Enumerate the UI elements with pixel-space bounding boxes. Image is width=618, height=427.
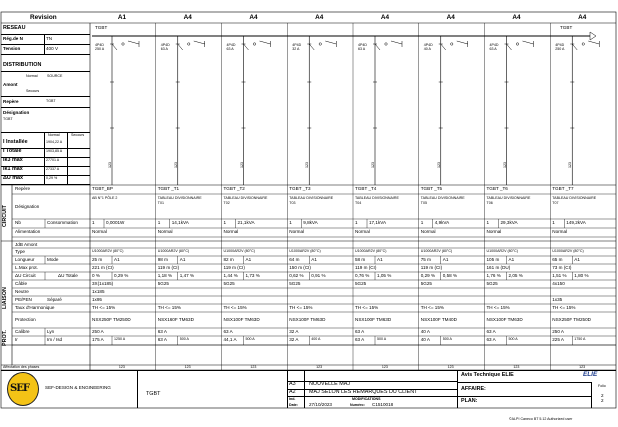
affectation-value: 123 [250, 365, 257, 369]
cell-taux: TH <= 15% [355, 305, 379, 310]
project-name: TGBT [146, 391, 161, 397]
cell-type: U1000AR2V (80°C) [289, 249, 321, 253]
row-label-jdb_amont: JdB Amont [15, 242, 38, 247]
cell-repere: TGBT _T5 [420, 186, 443, 191]
cell-type: U1000AR2V (80°C) [552, 249, 584, 253]
rev-code-a2: A2 [289, 389, 296, 395]
reseau-row-label: Ik3 max [3, 157, 23, 163]
cell-ir: 63 A [355, 337, 365, 342]
cell-ir: 40 A [420, 337, 430, 342]
cell-longueur: 98 m [157, 257, 168, 262]
sef-logo [7, 372, 39, 406]
relay-icon [451, 43, 453, 45]
cell-repere: TGBT _T2 [223, 186, 245, 191]
cell-alim: Normal [420, 229, 436, 234]
cell-im: 500 A [508, 337, 518, 341]
breaker-label: 4P4D 63 A [160, 43, 170, 51]
cell-alim: Normal [223, 229, 239, 234]
breaker-label: 4P4D 250 A [555, 43, 565, 51]
cell-type: U1000AR2V (80°C) [420, 249, 453, 253]
cell-im: 500 A [377, 337, 387, 341]
cell-conso: 9,8kVA [303, 220, 318, 225]
affaire-label: AFFAIRE: [461, 386, 486, 392]
cell-du1: 1,44 % [223, 273, 238, 278]
cell-taux: TH <= 15% [92, 305, 116, 310]
ind-label: Ind. [289, 397, 296, 401]
cell-lmax: 150 m (CI) [289, 265, 311, 270]
cell-conso: 149,2kVA [566, 220, 586, 225]
cell-du1: 0 % [92, 273, 100, 278]
cell-type: U1000AR2V (80°C) [157, 249, 190, 253]
row-label-du_circuit: ΔU Circuit [15, 273, 36, 278]
cell-du1: 1,51 % [552, 273, 567, 278]
rev-text-a2: MAJ SELON LES REMARQUES DU CLIENT [309, 389, 418, 395]
breaker-label: 4P4D 32 A [292, 43, 302, 51]
cell-calibre: 40 A [420, 329, 430, 334]
cell-designation: TABLEAU DIVISIONNAIRE T02 [223, 196, 268, 205]
cell-lmax: 161 m (DU) [486, 265, 511, 270]
cell-alim: Normal [552, 229, 568, 234]
cell-designation: TABLEAU DIVISIONNAIRE T05 [420, 196, 465, 205]
cell-protection: NSX250F TM250D [92, 317, 131, 322]
row-label-calibre: Calibre [15, 329, 30, 334]
elie-brand: ELIE [583, 371, 598, 378]
cell-type: U1000AR2V (80°C) [486, 249, 518, 253]
cell-repere: TGBT _T1 [157, 186, 180, 191]
cell-im: 400 A [311, 337, 321, 341]
section-label-prot: PROT. [2, 330, 8, 346]
rev-code-a3: A3 [289, 381, 296, 387]
amont-label: Amont [3, 82, 18, 87]
copyright-footer: ©ALPI Caneco BT 5.12 Authorized user [509, 417, 573, 421]
cell-longueur: 65 m [552, 257, 563, 262]
revision-cell: A4 [249, 14, 258, 21]
cell-du1: 0,62 % [289, 273, 304, 278]
cell-designation: AB N°1 PÔLE 2 [92, 196, 118, 200]
cell-pe: 1x95 [92, 297, 102, 302]
cell-mode: A1 [442, 257, 449, 262]
cell-du2: 0,91 % [311, 273, 326, 278]
affectation-value: 123 [316, 365, 323, 369]
cell-lmax: 119 m (CI) [355, 265, 377, 270]
reseau-row-value: 1903,85 A [46, 149, 63, 153]
amont-secours-label: Secours [26, 89, 40, 93]
cell-du2: 1,05 % [377, 273, 392, 278]
cell-type: U1000AR2V (80°C) [223, 249, 255, 253]
relay-icon [188, 43, 190, 45]
cell-du2: 1,47 % [179, 273, 195, 278]
revision-cell: A4 [512, 14, 521, 21]
revision-cell: A4 [183, 14, 192, 21]
cell-pe: 1x35 [552, 297, 563, 302]
affectation-value: 123 [579, 365, 586, 369]
cell-lmax: 119 m (CI) [223, 265, 245, 270]
cell-repere: TGBT _T4 [355, 186, 377, 191]
cell-longueur: 82 m [223, 257, 234, 262]
cell-repere: TGBT _T6 [486, 186, 508, 191]
breaker-label: 4P4D 63 A [226, 43, 236, 51]
cell-taux: TH <= 15% [223, 305, 247, 310]
cell-nb: 1 [486, 220, 490, 225]
relay-arm [128, 41, 139, 44]
relay-arm [194, 41, 205, 44]
row-label-du_totale: ΔU Totale [58, 273, 78, 278]
cell-longueur: 105 m [486, 257, 500, 262]
feeder-rating: 123 [173, 162, 178, 168]
row-label-lmax: L.Max prot. [15, 265, 38, 270]
row-label-protection: Protection [15, 317, 36, 322]
row-label-type: Type [15, 249, 25, 254]
plan-label: PLAN: [461, 398, 478, 404]
folio-label: Folio [598, 384, 606, 388]
cell-nb: 1 [289, 220, 292, 225]
cell-designation: TABLEAU DIVISIONNAIRE T06 [486, 196, 531, 205]
cell-taux: TH <= 15% [289, 305, 313, 310]
breaker-label: 4P4D 63 A [358, 43, 367, 51]
cell-repere: TGBT _T7 [552, 186, 574, 191]
breaker-contact [244, 44, 249, 50]
row-label-repere: Repère [15, 186, 31, 191]
relay-icon [385, 43, 387, 45]
company-name: SEF-DESIGN & ENGINEERING [45, 385, 111, 390]
feeder-rating: 123 [239, 162, 244, 168]
revision-cell: A4 [380, 14, 390, 21]
row-label-im: Im / Isd [47, 337, 63, 342]
cell-mode: A1 [377, 257, 383, 262]
cell-calibre: 63 A [355, 329, 365, 334]
row-label-affectation: Affectation des phases [3, 365, 40, 369]
affectation-value: 123 [447, 365, 454, 369]
cell-taux: TH <= 15% [157, 305, 181, 310]
cell-nb: 1 [223, 220, 227, 225]
row-label-mode: Mode [47, 257, 59, 262]
affectation-value: 123 [513, 365, 520, 369]
breaker-contact [178, 44, 183, 50]
cell-nb: 1 [92, 220, 95, 225]
breaker-contact [309, 44, 314, 50]
cell-im: 500 A [245, 337, 255, 341]
cell-longueur: 25 m [92, 257, 103, 262]
relay-arm [457, 41, 468, 44]
cell-calibre: 32 A [289, 329, 299, 334]
cell-du2: 1,73 % [245, 273, 260, 278]
distribution-title: DISTRIBUTION [3, 62, 42, 68]
cell-im: 500 A [442, 337, 452, 341]
affectation-value: 123 [381, 365, 388, 369]
cell-cable: 5G25 [157, 281, 169, 286]
cell-cable: 5G25 [486, 281, 498, 286]
section-label-liaison: LIAISON [2, 287, 8, 309]
row-label-longueur: Longueur [15, 257, 35, 262]
cell-protection: NSX100F TM40D [420, 317, 457, 322]
reseau-row-label: Ik1 max [3, 166, 23, 172]
numero-value: C1510018 [372, 402, 394, 407]
relay-icon [582, 43, 584, 45]
relay-icon [122, 43, 124, 45]
row-label-nb: Nb [15, 220, 21, 225]
tension-label: Tension [3, 46, 21, 51]
cell-mode: A1 [311, 257, 317, 262]
col-secours: Secours [71, 133, 85, 137]
row-label-pe: PE/PEN [15, 297, 32, 302]
reseau-row-value: 27337 A [46, 167, 60, 171]
reseau-row-label: I Installée [3, 139, 28, 145]
reseau-row-value: 0,29 % [46, 176, 58, 180]
cell-conso: 14,1kVA [171, 220, 189, 225]
relay-icon [516, 43, 518, 45]
cell-du2: 0,58 % [442, 273, 458, 278]
row-label-taux: Taux d'Harmonique [15, 305, 55, 310]
cell-neutre: 1x185 [92, 289, 105, 294]
revision-cell: A4 [578, 14, 587, 21]
cell-im: 1250 A [114, 337, 126, 341]
row-label-lyn: Lyn [47, 329, 55, 334]
cell-conso: 21,1kVA [237, 220, 255, 225]
reseau-row-label: I Totale [3, 148, 22, 154]
cell-lmax: 119 m (CI) [157, 265, 180, 270]
repere-label: Repère [3, 99, 19, 104]
row-label-designation: Désignation [15, 203, 40, 209]
cell-im: 1750 A [574, 337, 586, 341]
row-label-separe: Séparé [47, 297, 62, 302]
breaker-contact [441, 44, 446, 50]
cell-repere: TGBT _T3 [289, 186, 311, 191]
busbar-label-right: TGBT [560, 25, 573, 30]
busbar-label-left: TGBT [95, 25, 108, 30]
cell-lmax: 119 m (CI) [420, 265, 443, 270]
relay-arm [523, 41, 534, 44]
cell-du2: 2,05 % [508, 273, 523, 278]
col-normal: Normal [48, 133, 60, 137]
affectation-value: 123 [118, 365, 125, 369]
feeder-rating: 123 [371, 162, 375, 168]
affectation-value: 123 [184, 365, 191, 369]
cell-ir: 63 A [157, 337, 167, 342]
breaker-contact [112, 44, 117, 50]
avis-technique: Avis Technique ELIE [461, 372, 514, 378]
cell-alim: Normal [92, 229, 107, 234]
cell-conso: 4,9kVA [434, 220, 450, 225]
cell-ir: 63 A [486, 337, 496, 342]
cell-du1: 0,76 % [355, 273, 370, 278]
relay-icon [253, 43, 255, 45]
cell-calibre: 63 A [157, 329, 167, 334]
date-value: 27/10/2023 [309, 402, 332, 407]
cell-du1: 1,76 % [486, 273, 501, 278]
cell-lmax: 73 m (CI) [552, 265, 572, 270]
cell-mode: A1 [574, 257, 580, 262]
cell-ir: 225 A [552, 337, 565, 342]
folio-value: 2 2 [601, 393, 604, 403]
breaker-label: 4P4D 63 A [489, 43, 499, 51]
date-label: Date: [289, 403, 298, 407]
reseau-row-value: 27701 A [46, 158, 60, 162]
amont-normal-label: Normal [26, 74, 38, 78]
cell-alim: Normal [486, 229, 502, 234]
cell-designation: TABLEAU DIVISIONNAIRE T01 [157, 196, 202, 205]
cell-protection: NSX250F TM250D [552, 317, 591, 322]
cell-du2: 0,29 % [114, 273, 129, 278]
row-label-consommation: Consommation [47, 220, 78, 225]
cell-du1: 1,18 % [157, 273, 173, 278]
cell-protection: NSX100F TM63D [223, 317, 260, 322]
revision-cell: A4 [446, 14, 455, 21]
relay-icon [319, 43, 321, 45]
cell-cable: 5G25 [355, 281, 367, 286]
cell-nb: 1 [552, 220, 555, 225]
repere-value: TGBT [46, 99, 56, 103]
cell-type: U1000AR2V (80°C) [355, 249, 387, 253]
tension-value: 400 V [46, 46, 59, 51]
cell-protection: NSX100F TM63D [486, 317, 523, 322]
relay-arm [391, 41, 402, 44]
regime-value: TN [46, 36, 53, 41]
cell-protection: NSX100F TM63D [289, 317, 326, 322]
cell-taux: TH <= 15% [552, 305, 576, 310]
cell-nb: 1 [420, 220, 424, 225]
cell-im: 500 A [179, 337, 189, 341]
cell-nb: 1 [157, 220, 161, 225]
feeder-rating: 123 [502, 162, 507, 168]
cell-alim: Normal [289, 229, 305, 234]
cell-lmax: 221 m (CI) [92, 265, 114, 270]
feeder-rating: 123 [108, 162, 112, 168]
cell-cable: 4x150 [552, 281, 565, 286]
cell-calibre: 63 A [486, 329, 496, 334]
cell-taux: TH <= 15% [420, 305, 444, 310]
cell-designation: TABLEAU DIVISIONNAIRE T04 [355, 196, 399, 205]
cell-calibre: 250 A [552, 329, 565, 334]
reseau-row-value: 1904,22 A [46, 140, 63, 144]
designation-label: Désignation [3, 110, 30, 115]
relay-arm [260, 41, 271, 44]
breaker-contact [572, 44, 577, 50]
amont-source-value: SOURCE [47, 74, 63, 78]
cell-du2: 1,80 % [574, 273, 589, 278]
designation-value: TGBT [3, 117, 13, 121]
cell-designation: TABLEAU DIVISIONNAIRE T03 [289, 196, 334, 205]
cell-alim: Normal [157, 229, 173, 234]
cell-calibre: 63 A [223, 329, 233, 334]
cell-longueur: 75 m [420, 257, 431, 262]
cell-conso: 0,0001W [106, 220, 125, 225]
breaker-label: 4P4D 250 A [95, 43, 105, 51]
cell-longueur: 64 m [289, 257, 300, 262]
row-label-alimentation: Alimentation [15, 229, 41, 234]
cell-repere: TGBT_BP [92, 186, 113, 191]
cell-designation: TABLEAU DIVISIONNAIRE T07 [552, 196, 597, 205]
cell-calibre: 250 A [92, 329, 104, 334]
revision-label: Revision [30, 14, 57, 21]
reseau-row-label: ΔU max [3, 175, 24, 181]
numero-label: Numéro: [350, 403, 365, 407]
regime-label: Rég.de N [3, 36, 23, 41]
breaker-contact [375, 44, 380, 50]
cell-conso: 17,1kVA [369, 220, 387, 225]
cell-protection: NSX100F TM63D [355, 317, 392, 322]
section-label-circuit: CIRCUIT [2, 205, 8, 227]
cell-alim: Normal [355, 229, 370, 234]
cell-type: U1000AR2V (80°C) [92, 249, 124, 253]
cell-conso: 29,3kVA [500, 220, 518, 225]
cell-mode: A1 [508, 257, 515, 262]
cell-cable: 3X(1x185) [92, 281, 114, 286]
breaker-label: 4P4D 40 A [423, 43, 433, 51]
busbar-arrow-icon [590, 32, 596, 40]
cell-cable: 5G25 [223, 281, 235, 286]
cell-ir: 44,1 A [223, 337, 237, 342]
row-label-ir: Ir [15, 337, 18, 342]
cell-mode: A1 [114, 257, 120, 262]
row-label-neutre: Neutre [15, 289, 29, 294]
cell-nb: 1 [355, 220, 358, 225]
cell-ir: 32 A [289, 337, 299, 342]
revision-cell: A1 [117, 14, 127, 21]
row-label-cable: Câble [15, 281, 28, 286]
revision-cell: A4 [315, 14, 324, 21]
feeder-rating: 123 [568, 162, 573, 168]
feeder-rating: 123 [436, 162, 441, 168]
cell-ir: 175 A [92, 337, 104, 342]
cell-taux: TH <= 15% [486, 305, 510, 310]
cell-du1: 0,29 % [420, 273, 436, 278]
logo-text: SEF [10, 383, 29, 394]
relay-arm [588, 41, 599, 44]
relay-arm [325, 41, 336, 44]
rev-text-a3: NOUVELLE MAJ [309, 381, 351, 387]
cell-mode: A1 [245, 257, 252, 262]
breaker-contact [507, 44, 512, 50]
modif-label: MODIFICATIONS [352, 397, 381, 401]
cell-longueur: 58 m [355, 257, 366, 262]
cell-protection: NSX160F TM63D [157, 317, 194, 322]
cell-cable: 5G25 [420, 281, 432, 286]
cell-cable: 5G25 [289, 281, 301, 286]
reseau-title: RESEAU [3, 25, 26, 31]
feeder-rating: 123 [305, 162, 310, 168]
cell-mode: A1 [179, 257, 186, 262]
